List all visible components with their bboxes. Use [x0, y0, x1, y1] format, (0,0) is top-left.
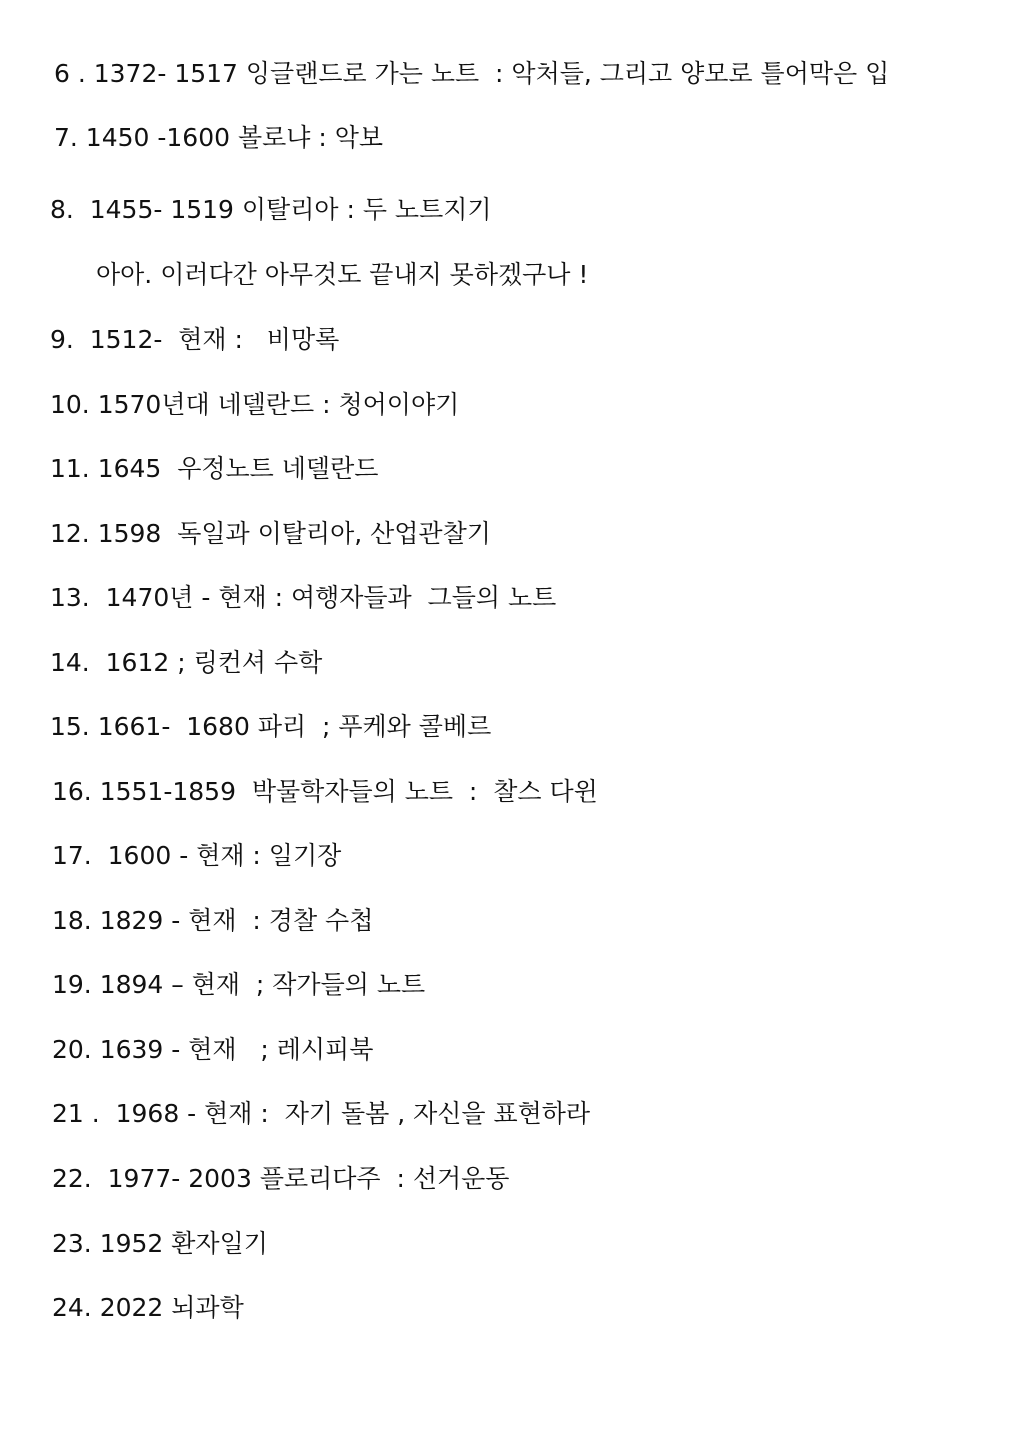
list-item: 23. 1952 환자일기 — [52, 1229, 268, 1258]
list-item: 15. 1661- 1680 파리 ; 푸케와 콜베르 — [50, 712, 492, 741]
list-item: 20. 1639 - 현재 ; 레시피북 — [52, 1035, 374, 1064]
list-item: 21 . 1968 - 현재 : 자기 돌봄 , 자신을 표현하라 — [52, 1099, 591, 1128]
list-item: 18. 1829 - 현재 : 경찰 수첩 — [52, 906, 374, 935]
list-item: 24. 2022 뇌과학 — [52, 1293, 244, 1322]
list-item: 7. 1450 -1600 볼로냐 : 악보 — [54, 123, 384, 152]
list-item: 22. 1977- 2003 플로리다주 : 선거운동 — [52, 1164, 510, 1193]
list-item: 19. 1894 – 현재 ; 작가들의 노트 — [52, 970, 426, 999]
list-item: 11. 1645 우정노트 네델란드 — [50, 454, 379, 483]
list-item: 17. 1600 - 현재 : 일기장 — [52, 841, 342, 870]
list-item: 14. 1612 ; 링컨셔 수학 — [50, 648, 323, 677]
list-item: 6 . 1372- 1517 잉글랜드로 가는 노트 : 악처들, 그리고 양모로 틀어막은 입 — [54, 59, 890, 88]
list-item: 13. 1470년 - 현재 : 여행자들과 그들의 노트 — [50, 583, 557, 612]
list-item: 16. 1551-1859 박물학자들의 노트 : 찰스 다윈 — [52, 777, 598, 806]
list-item: 10. 1570년대 네델란드 : 청어이야기 — [50, 390, 460, 419]
list-item: 12. 1598 독일과 이탈리아, 산업관찰기 — [50, 519, 491, 548]
list-item: 8. 1455- 1519 이탈리아 : 두 노트지기 — [50, 195, 492, 224]
list-item: 9. 1512- 현재 : 비망록 — [50, 325, 340, 354]
list-item-note: 아아. 이러다간 아무것도 끝내지 못하겠구나 ! — [96, 260, 589, 289]
